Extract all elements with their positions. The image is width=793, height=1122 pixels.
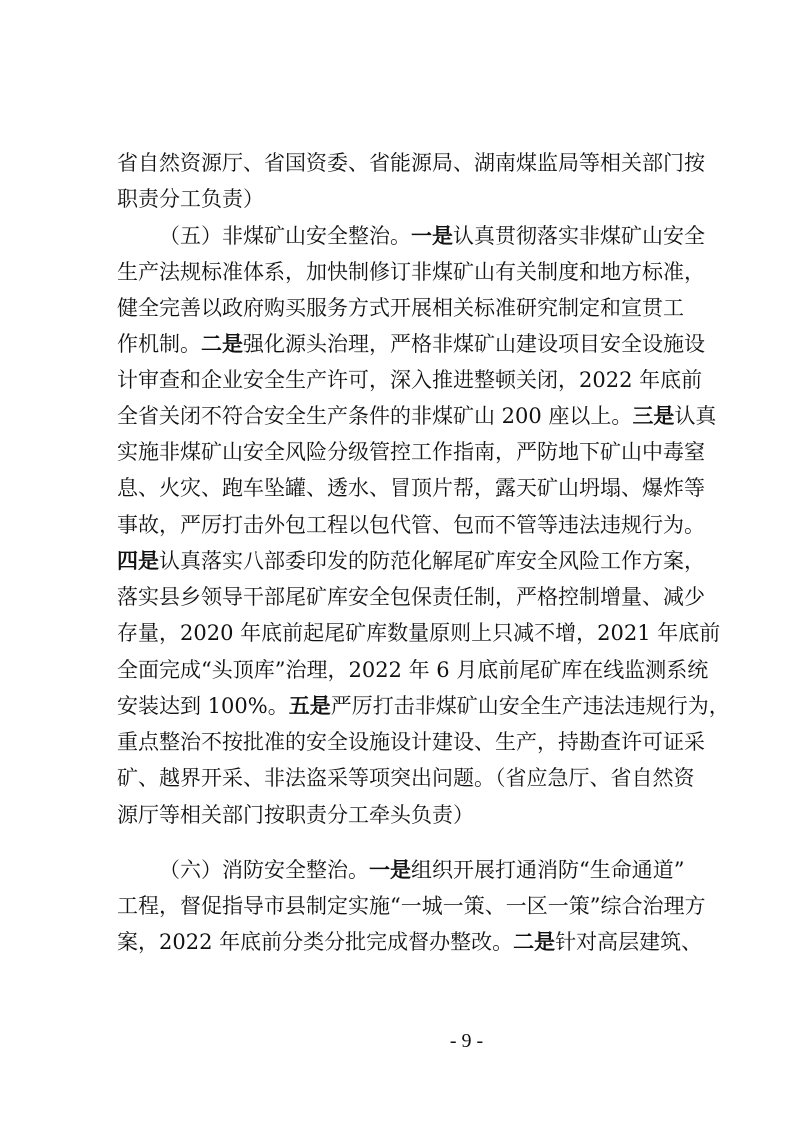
text-segment: （五）非煤矿山安全整治。 [159, 224, 411, 248]
text-line [117, 796, 677, 834]
emphasis-text: 四是 [117, 549, 159, 573]
text-line [117, 144, 705, 182]
text-line [117, 759, 695, 797]
text-line [117, 180, 677, 218]
text-segment: 认真 [674, 404, 717, 428]
text-segment: 认真落实八部委印发的防范化解尾矿库安全风险工作方案， [159, 549, 705, 573]
text-segment: 生产法规标准体系，加快制修订非煤矿山有关制度和地方标准， [117, 260, 705, 284]
text-segment: 省自然资源厅、省国资委、省能源局、湖南煤监局等相关部门按 [117, 151, 705, 175]
text-segment: 源厅等相关部门按职责分工牵头负责） [117, 803, 474, 827]
text-segment: 事故，严厉打击外包工程以包代管、包而不管等违法违规行为。 [117, 513, 705, 537]
text-line [117, 614, 721, 652]
text-segment: 全省关闭不符合安全生产条件的非煤矿山 200 座以上。 [117, 404, 633, 428]
text-segment: 工程，督促指导市县制定实施“一城一策、一区一策”综合治理方 [117, 894, 706, 918]
text-segment: 认真贯彻落实非煤矿山安全 [453, 224, 705, 248]
text-line [117, 542, 705, 580]
text-line [117, 723, 705, 761]
text-segment: 组织开展打通消防“生命通道” [411, 858, 685, 882]
text-line [117, 578, 705, 616]
text-segment: 息、火灾、跑车坠罐、透水、冒顶片帮，露天矿山坍塌、爆炸等 [117, 476, 705, 500]
text-line [117, 397, 717, 435]
text-line [117, 887, 706, 925]
text-segment: 强化源头治理，严格非煤矿山建设项目安全设施设 [243, 332, 705, 356]
emphasis-text: 一是 [411, 224, 453, 248]
text-line [117, 433, 705, 471]
text-segment: 健全完善以政府购买服务方式开展相关标准研究制定和宣贯工 [117, 296, 684, 320]
text-line [117, 506, 705, 544]
text-line [117, 361, 703, 399]
text-segment: 落实县乡领导干部尾矿库安全包保责任制，严格控制增量、减少 [117, 585, 705, 609]
text-segment: 矿、越界开采、非法盗采等项突出问题。（省应急厅、省自然资 [117, 766, 695, 790]
page-number: - 9 - [449, 1030, 484, 1052]
text-line [117, 325, 705, 363]
text-segment: 存量，2020 年底前起尾矿库数量原则上只减不增，2021 年底前 [117, 621, 721, 645]
text-line [117, 289, 684, 327]
text-line [117, 469, 705, 507]
text-segment: 重点整治不按批准的安全设施设计建设、生产，持勘查许可证采 [117, 730, 705, 754]
text-line [117, 651, 709, 689]
text-segment: 职责分工负责） [117, 187, 264, 211]
text-line [117, 923, 703, 961]
text-segment: 安装达到 100%。 [117, 694, 289, 718]
text-segment: 作机制。 [117, 332, 201, 356]
emphasis-text: 一是 [369, 858, 411, 882]
text-segment: （六）消防安全整治。 [159, 858, 369, 882]
text-segment: 全面完成“头顶库”治理，2022 年 6 月底前尾矿库在线监测系统 [117, 658, 709, 682]
text-line [117, 217, 705, 255]
text-line [117, 253, 705, 291]
emphasis-text: 三是 [632, 404, 675, 428]
text-segment: 严厉打击非煤矿山安全生产违法违规行为， [330, 694, 730, 718]
emphasis-text: 二是 [513, 930, 556, 954]
text-segment: 实施非煤矿山安全风险分级管控工作指南，严防地下矿山中毒窒 [117, 440, 705, 464]
text-line [117, 851, 685, 889]
emphasis-text: 五是 [288, 694, 331, 718]
text-segment: 计审查和企业安全生产许可，深入推进整顿关闭，2022 年底前 [117, 368, 703, 392]
text-segment: 案，2022 年底前分类分批完成督办整改。 [117, 930, 514, 954]
text-line [117, 687, 730, 725]
text-segment: 针对高层建筑、 [555, 930, 703, 954]
emphasis-text: 二是 [201, 332, 243, 356]
